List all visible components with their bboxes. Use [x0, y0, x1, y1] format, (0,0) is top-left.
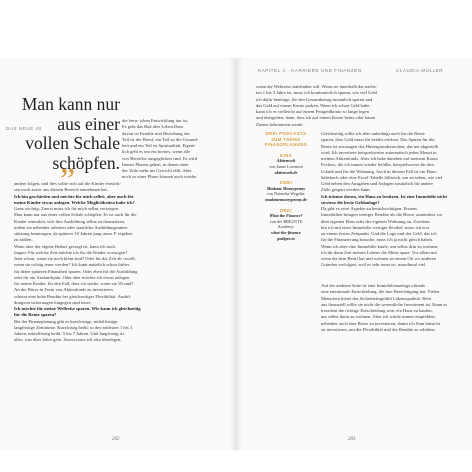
podcast-sidebar: DREI PODCASTS ZUM THEMA FINANZPLANUNG EINS Aktienwelt von Janne Lorenzen aktienwelt.de ZWEI Madame Moneypenny von Natascha Wegelin: madamemoneypenny.de DREI What the Finance? von der BRIGITTE Academy. what-the-finance podigee.io [254, 131, 318, 241]
right-bottom-column: Auf der anderen Seite ist eine Immobilienanlage oftmals eine emotionale Entscheidung, die ihre Berechtigung hat. Vielen Menschen bietet das Sicherheitsgefühl Lebensqualität. Rein aus finanziell sollte sie nicht die wesentliche Investment ist. Kann es trotzdem die richtige Entscheidung sein, ein Haus zu kaufen, um selbst darin zu wohnen. Aber ich würde immer empfehlen, nebenher auch eine Börse zu investieren, damit ich Sinn hinsicht zu investieren, um die Flexibilität und die Rendite zu erhöhen. [321, 283, 448, 332]
right-running-head-chapter: KAPITEL 4 · KARRIERE UND FINANZEN [258, 68, 362, 73]
podcast-title: What the Finance? [269, 213, 303, 219]
podcast-url: madamemoneypenny.de [265, 196, 307, 202]
pull-quote-line: aus einer [57, 113, 120, 134]
podcast-number: DREI [279, 207, 292, 213]
right-top-column: wann die Weltreise stattfinden soll. Wenn sie innerhalb der nächs- ten 1 bis 3 Jahre ist, muss ich kontinuierlich sparen, wie viel Geld ich dafür benötige, für den Gesamtbetrag monatlich sparen und das Geld auf einem Konto parken. Wenn ich schon Geld habe, kann ich es vielleicht auf einem Festgeldkonto so lange legen und übergehen, dann, dass ich auf einem Konto keine oder kaum Zinsen bekommen werde. [256, 84, 378, 127]
pull-quote-line: schöpfen. [52, 152, 120, 173]
right-page-number: 203 [348, 437, 356, 442]
left-main-column: andere folgen, und dies sollte sich auf die Kinder einwirk- sen noch zuvor aus diesem Bereich entnehmen hat. Ich bin geschieden und möchte für mich selbst, aber auch für meine Kinder etwas anlegen. Welche Möglichkeiten habe ich? Ganz wichtig: Zuerst muss ich für mich selbst vorsorgen. Man kann nur aus einer vollen Schale schöpfen. Es ist auch für die Kinder zentralen, sich ihre Ausbildung selbst zu finanzieren, indem sie nebenher arbeiten oder staatliche Ausbildungsunter- stützung beantragen, da späterer 10 Jahren jung unser F. ergeben zu zahlen. Wenn aber der eigene Bedarf gesorgt ist, kann ich noch fragen: Für welche Zeit möchte ich für die Kinder vorsorgen? Jetzt schon, wenn sie noch klein sind? Oder für die Zeit ab -zwölf, wenn sie richtig teuer werden? Ich kann natürlich schon früher für deine späteren Finanzbeit sparen. Oder eben für die Ausbildung oder für ein Auslandsjahr. Oder aber möchte ich etwas anlegen für meine Kinder, für den Fall, dass ich sterbe, wenn sie 18 sind? An der Börse in Form von Aktienfonds zu investieren scheint eine hohe Rendite bei gleichzeitiger Flexibilität. Ausbil- dungsversicherungen hingegen sind teuer. Ich möchte für meine Wellreise sparen. Wie kann ich gleichzeitig für die Rente sparen? Bei der Finanzplanung gibt es kurzfristige, mittelfristige, langfristige Zeiträume. Kurzfristig heißt: in den nächsten 1 bis 3 Jahren, mittelfristig heißt: 5 bis 7 Jahren. Und langfristig ist alles, was über Jahre geht. Zuerst muss ich also überlegen, [14, 181, 141, 343]
podcast-title: Aktienwelt [276, 158, 296, 164]
podcast-url: what-the-finance [271, 229, 301, 235]
podcast-number: ZWEI [279, 180, 293, 186]
left-page-number: 202 [112, 437, 120, 442]
podcast-title: Madame Moneypenny [266, 185, 306, 191]
quote-mark-icon: ” [60, 162, 76, 199]
podcast-number: EINS [280, 152, 292, 158]
pull-quote-line: Man kann nur [21, 94, 120, 114]
left-running-head: DAS NEUE 40 [6, 126, 42, 131]
right-running-head-author: CLAUDIA MÜLLER [396, 68, 444, 73]
sidebar-heading: DREI PODCASTS [265, 131, 307, 136]
podcast-url: aktienwelt.de [274, 169, 298, 175]
right-narrow-column: Gleichzeitig sollte ich aber unbedingt auch für die Rente sparen, dass Geld muss für beides reichen. Das Sparen für die Rente ist sozusagen das Hintergrundrauschen, das nie abgestellt wird. Ich investiere beispielsweise automatisch jeden Monat in meinen Aktienfonds. Aber ich habe daneben auf meinem Konto Pockets, die ich immer wieder befülle, beispielsweise für den Urlaub und für die Wohnung. Auch in diesem Fall ist ein Haus- haltsbuch oder eine Excel-Tabelle hilfreich, um zu sehen, wie viel Geld neben den Ausgaben und Anlagen zusätzlich für andere Ziele gespart werden kann. Ich träume davon, ein Haus zu besitzen. Ist eine Immobilie nicht sowieso die beste Geldanlage? Da gibt es zwei Aspekte zu berücksichtigen: Erstens Immobilien bringen weniger Rendite als die Börse, zumindest vor dem eigenen Haus oder der eigenen Wohnung an. Zweitens bin ich mit einer Immobilie weniger flexibel, muss ich erst zu einem festen Zeitpunkt. Und die Lage und das Geld, das ich für die Finanzierung brauche, muss ich ja nicht gleich haben. Wenn ich aber eine Immobilie kaufe, um selbst drin zu wohnen, ich dir dann Zeit meines Lebens die Miete spare. Vor allem mit wenn dir dein Beruf hat und wohnen an einem Ort wo anderen Gründen verfolgen, weil es sehr teuer ist, manchmal viel. [321, 131, 448, 268]
left-narrow-column: der beru- ichen Entwicklung tun ist. Es geht das Bad idee Leben.Dam davon ist Familie und Beziehung ein Teil ist der Beruf, ein Teil ist die Gesund- heit und ein Teil ist Spiritualität. Eigent- lich geht es um ein breites, wenn alle vier Bereiche ausgeglichen sind. Es wird Immer Phasen geben, in denen einer der Teile mehr ins Gewicht fällt. Aber noch so einer Phase können auch wieder [122, 118, 199, 180]
pull-quote-line: vollen Schale [25, 133, 120, 153]
